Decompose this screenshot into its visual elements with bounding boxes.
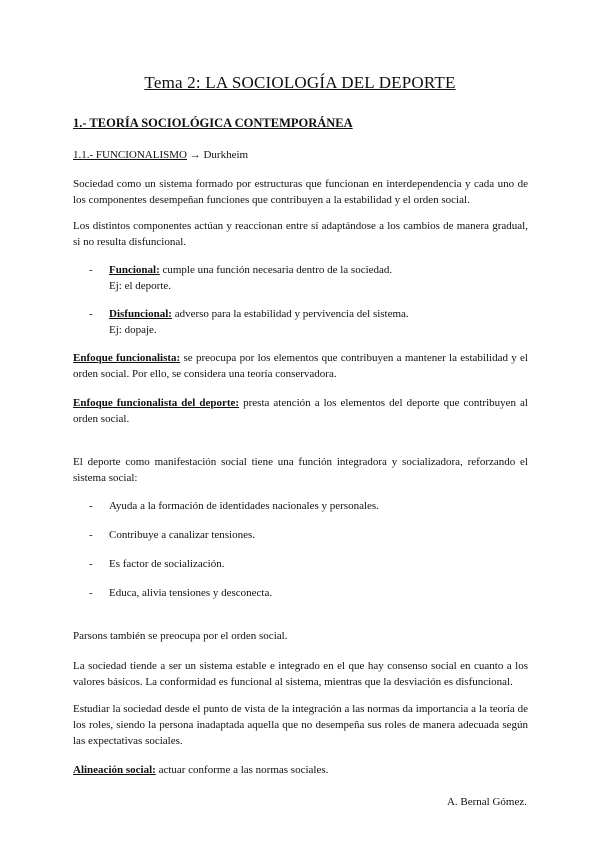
paragraph-estudiar-sociedad: Estudiar la sociedad desde el punto de vista de la integración a las normas da importancia a la teoría de los roles, siendo la persona inadaptada aquella que no desempeña sus roles de manera adecuada según las expectativas sociales.: [73, 703, 528, 747]
definition-term: Disfuncional:: [109, 308, 172, 320]
bullet-dash: -: [89, 529, 93, 541]
paragraph-deporte-manifestacion: El deporte como manifestación social tiene una función integradora y socializadora, reforzando el sistema social:: [73, 456, 528, 484]
definition-text: cumple una función necesaria dentro de la sociedad.: [159, 264, 393, 276]
bullet-dash: -: [89, 264, 93, 276]
enfoque-text: se preocupa por los elementos que contribuyen a mantener la estabilidad y el orden social. Por ello, se considera una teoría conservadora.: [73, 352, 528, 380]
definition-term: Funcional:: [109, 264, 160, 276]
definition-text: adverso para la estabilidad y pervivencia del sistema.: [171, 308, 409, 320]
list-item-text: Educa, alivia tensiones y desconecta.: [109, 587, 273, 599]
paragraph-enfoque-funcionalista: [73, 350, 528, 382]
paragraph-alienacion: [73, 762, 528, 778]
paragraph-sociedad-estable: La sociedad tiende a ser un sistema estable e integrado en el que hay consenso social en cuanto a los valores básicos. La conformidad es funcional al sistema, mientras que la desviación es disfuncional.: [73, 660, 528, 688]
section-heading: 1.- TEORÍA SOCIOLÓGICA CONTEMPORÁNEA: [73, 116, 353, 130]
alienacion-text: actuar conforme a las normas sociales.: [155, 764, 329, 776]
paragraph-enfoque-deporte: [73, 395, 528, 427]
enfoque-deporte-text: presta atención a los elementos del deporte que contribuyen al orden social.: [73, 397, 528, 425]
subsection-heading: [73, 149, 248, 161]
subsection-author: Durkheim: [203, 149, 249, 161]
list-item-text: Ayuda a la formación de identidades nacionales y personales.: [109, 500, 379, 512]
footer-author: A. Bernal Gómez.: [446, 796, 527, 808]
definition-example: Ej: el deporte.: [109, 280, 172, 292]
bullet-dash: -: [89, 500, 93, 512]
paragraph-componentes: Los distintos componentes actúan y reaccionan entre sí adaptándose a los cambios de manera gradual, si no resulta disfuncional.: [73, 220, 528, 248]
paragraph-sociedad-sistema: Sociedad como un sistema formado por estructuras que funcionan en interdependencia y cada uno de los componentes desempeñan funciones que contribuyen a la estabilidad y el orden social.: [73, 178, 528, 206]
bullet-dash: -: [89, 308, 93, 320]
term-enfoque-funcionalista: Enfoque funcionalista:: [73, 352, 181, 364]
definition-example: Ej: dopaje.: [109, 324, 157, 336]
arrow-icon: →: [189, 149, 201, 161]
term-enfoque-deporte: Enfoque funcionalista del deporte:: [73, 397, 240, 409]
bullet-dash: -: [89, 558, 93, 570]
term-alienacion: Alineación social:: [73, 764, 156, 776]
paragraph-parsons: Parsons también se preocupa por el orden social.: [73, 630, 288, 642]
subsection-label: 1.1.- FUNCIONALISMO: [73, 149, 187, 161]
bullet-dash: -: [89, 587, 93, 599]
document-title: Tema 2: LA SOCIOLOGÍA DEL DEPORTE: [144, 73, 456, 92]
list-item-text: Contribuye a canalizar tensiones.: [109, 529, 256, 541]
list-item-text: Es factor de socialización.: [109, 558, 225, 570]
